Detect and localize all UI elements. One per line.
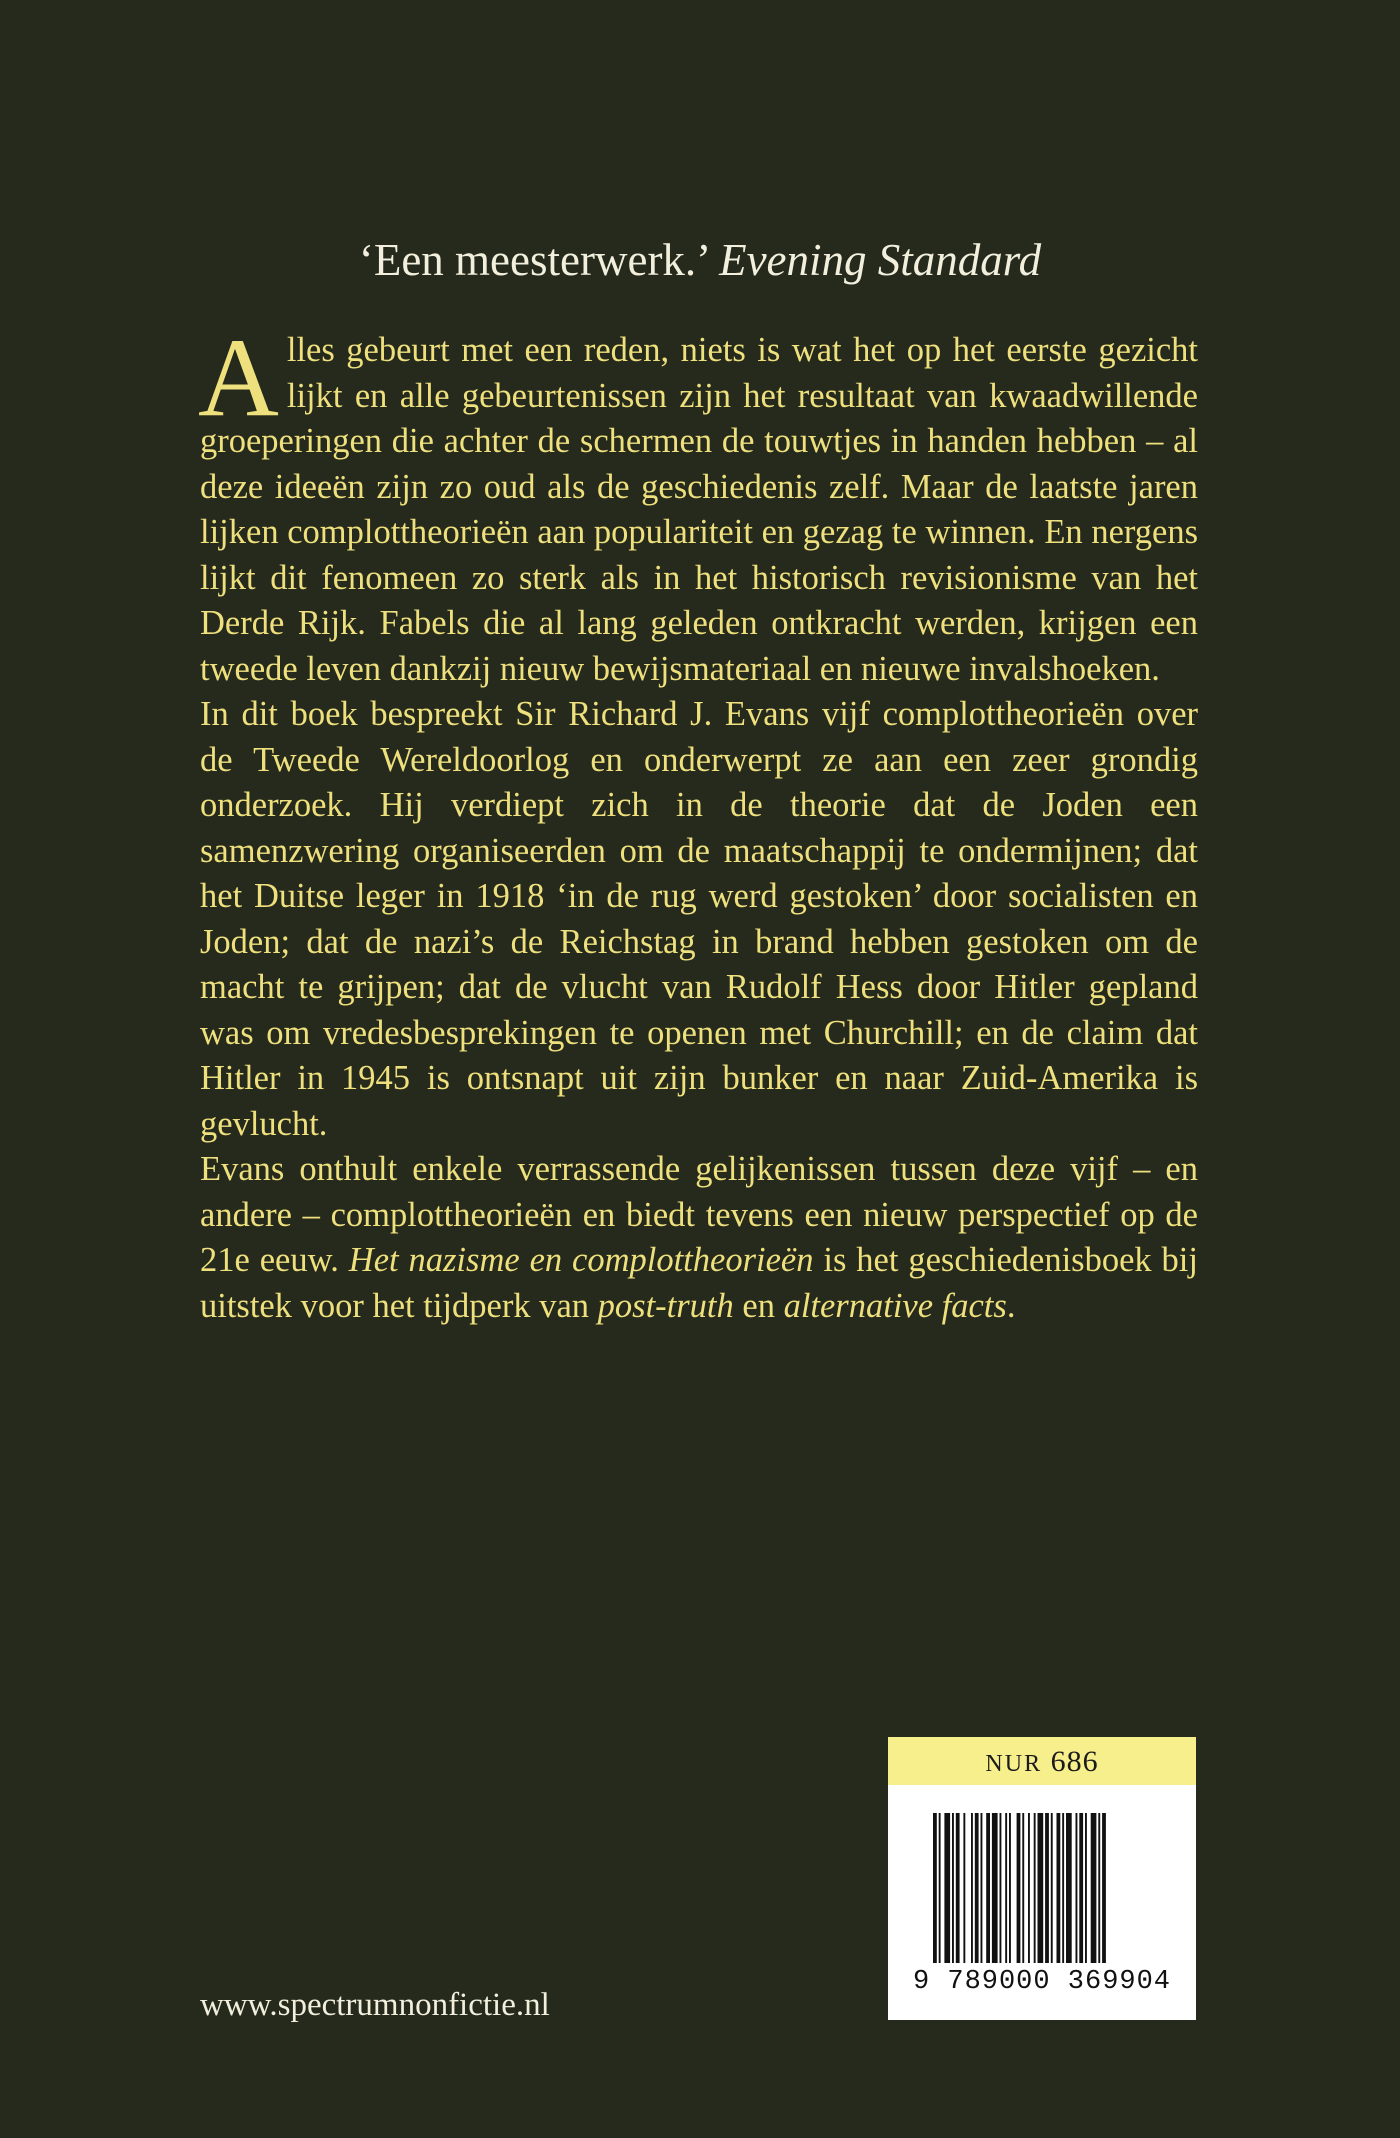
barcode-bar	[1034, 1813, 1036, 1963]
barcode-bar	[939, 1813, 941, 1963]
barcode-bar	[1057, 1813, 1061, 1963]
blurb-paragraph-3	[200, 1147, 1198, 1329]
barcode-bar	[1028, 1813, 1030, 1963]
barcode-bar	[1005, 1813, 1007, 1963]
barcode-bar	[975, 1813, 979, 1963]
back-cover-blurb	[198, 316, 1198, 1329]
barcode-bar	[1102, 1813, 1106, 1963]
term-alternative-facts: alternative facts	[783, 1286, 1007, 1325]
barcode-bar	[986, 1813, 990, 1963]
barcode-bar	[1066, 1813, 1072, 1963]
barcode-icon	[933, 1813, 1157, 1963]
blurb-text: Evans onthult enkele verrassende gelijkenissen tussen deze vijf – en andere – complottheorieën en biedt tevens een nieuw perspectief op de 21e eeuw.	[200, 1150, 1198, 1279]
barcode-bar	[981, 1813, 983, 1963]
barcode-bar	[963, 1813, 965, 1963]
barcode-bar	[1022, 1813, 1024, 1963]
barcode-bar	[1017, 1813, 1021, 1963]
blurb-paragraph-1	[198, 316, 1198, 692]
barcode-bar	[1051, 1813, 1053, 1963]
barcode-bar	[1091, 1813, 1097, 1963]
quote-source: Evening Standard	[719, 235, 1042, 285]
nur-value: 686	[1050, 1745, 1099, 1778]
barcode-bar	[1079, 1813, 1083, 1963]
barcode-bar	[956, 1813, 960, 1963]
barcode-bar	[1085, 1813, 1087, 1963]
blurb-paragraph-1-text: lles gebeurt met een reden, niets is wat het op het eerste gezicht lijkt en alle gebeurtenissen zijn het resultaat van kwaadwillende groeperingen die achter de schermen de touwtjes in handen hebben – al deze ideeën zijn zo oud als de geschiedenis zelf. Maar de laatste jaren lijken complottheorieën aan populariteit en gezag te winnen. En nergens lijkt dit fenomeen zo sterk als in het historisch revisionisme van het Derde Rijk. Fabels die al lang geleden ontkracht werden, krijgen een tweede leven dankzij nieuw bewijsmateriaal en nieuwe invalshoeken.	[200, 331, 1198, 688]
barcode-bar	[971, 1813, 973, 1963]
nur-code	[888, 1737, 1196, 1785]
barcode-bar	[1000, 1813, 1002, 1963]
barcode-bar	[952, 1813, 954, 1963]
barcode-bar	[933, 1813, 937, 1963]
nur-label: NUR	[985, 1751, 1043, 1777]
barcode-bar	[992, 1813, 998, 1963]
publisher-website: www.spectrumnonfictie.nl	[200, 1987, 550, 2023]
blurb-text: .	[1006, 1286, 1016, 1325]
quote-text: ‘Een meesterwerk.’	[358, 235, 708, 285]
barcode-bar	[1062, 1813, 1064, 1963]
barcode-bar	[1098, 1813, 1100, 1963]
blurb-text: is het geschiedenisboek bij uitstek voor het tijdperk van	[200, 1241, 1198, 1325]
barcode-bar	[1009, 1813, 1011, 1963]
barcode-panel	[888, 1737, 1196, 2020]
barcode-bar	[1076, 1813, 1078, 1963]
barcode-bar	[944, 1813, 950, 1963]
review-quote	[0, 230, 1400, 290]
drop-cap: A	[198, 316, 279, 440]
barcode-bar	[1038, 1813, 1044, 1963]
blurb-text: en	[733, 1286, 784, 1325]
barcode-bar	[1045, 1813, 1049, 1963]
book-title: Het nazisme en complottheorieën	[348, 1241, 814, 1279]
blurb-paragraph-2: In dit boek bespreekt Sir Richard J. Evans vijf complottheorieën over de Tweede Wereldoorlog en onderwerpt ze aan een zeer grondig onderzoek. Hij verdiept zich in de theorie dat de Joden een samenzwering organiseerden om de maatschappij te ondermijnen; dat het Duitse leger in 1918 ‘in de rug werd gestoken’ door socialisten en Joden; dat de nazi’s de Reichstag in brand hebben gestoken om de macht te grijpen; dat de vlucht van Rudolf Hess door Hitler gepland was om vredesbesprekingen te openen met Churchill; en de claim dat Hitler in 1945 is ontsnapt uit zijn bunker en naar Zuid-Amerika is gevlucht.	[200, 695, 1198, 1143]
term-post-truth: post-truth	[597, 1286, 734, 1325]
isbn-number: 9 789000 369904	[912, 1967, 1172, 1997]
